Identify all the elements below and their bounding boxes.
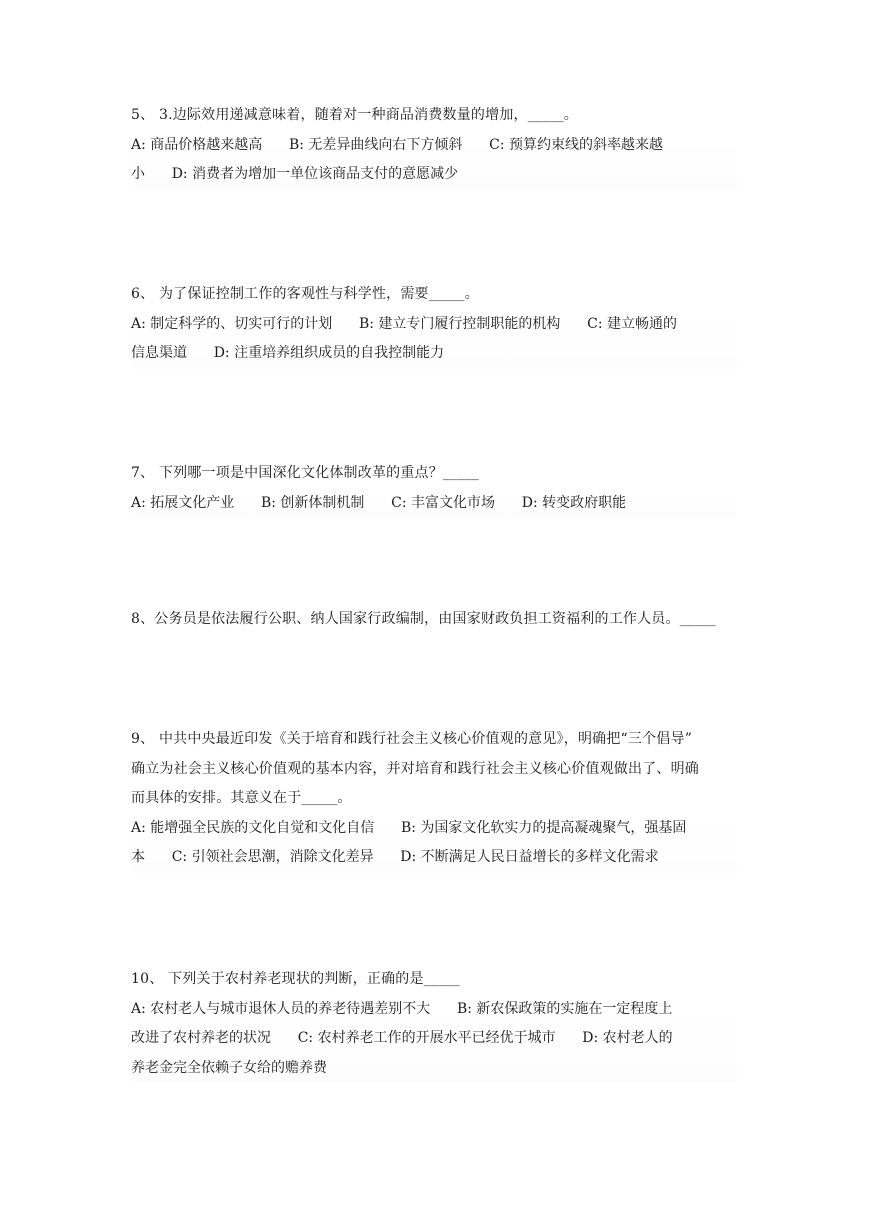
question-stem: 6、 为了保证控制工作的客观性与科学性，需要_____。 — [131, 286, 479, 302]
question-options — [131, 131, 737, 190]
question-10 — [131, 965, 737, 1083]
options-line: 改进了农村养老的状况 C: 农村养老工作的开展水平已经优于城市 D: 农村老人的 — [131, 1030, 673, 1046]
question-options — [131, 489, 737, 519]
question-stem-line: 确立为社会主义核心价值观的基本内容，并对培育和践行社会主义核心价值观做出了、明确 — [131, 760, 699, 777]
options-line: A: 能增强全民族的文化自觉和文化自信 B: 为国家文化软实力的提高凝魂聚气，强基固 — [131, 819, 687, 836]
options-line: A: 农村老人与城市退休人员的养老待遇差别不大 B: 新农保政策的实施在一定程度上 — [131, 1000, 673, 1017]
question-stem: 8、公务员是依法履行公职、纳人国家行政编制，由国家财政负担工资福利的工作人员。_____ — [131, 611, 716, 627]
question-options — [131, 310, 737, 369]
question-7 — [131, 459, 737, 518]
question-5 — [131, 101, 737, 190]
question-options — [131, 814, 737, 873]
question-stem: 5、 3.边际效用递减意味着，随着对一种商品消费数量的增加，_____。 — [131, 107, 578, 123]
options-line: A: 拓展文化产业 B: 创新体制机制 C: 丰富文化市场 D: 转变政府职能 — [131, 494, 627, 511]
question-6 — [131, 280, 737, 369]
question-options — [131, 995, 737, 1084]
question-stem: 7、 下列哪一项是中国深化文化体制改革的重点？_____ — [131, 465, 479, 481]
question-stem: 10、 下列关于农村养老现状的判断，正确的是_____ — [131, 971, 460, 987]
options-line: 小 D: 消费者为增加一单位该商品支付的意愿减少 — [131, 166, 459, 182]
question-8 — [131, 605, 737, 635]
options-line: 本 C: 引领社会思潮，消除文化差异 D: 不断满足人民日益增长的多样文化需求 — [131, 849, 659, 865]
options-line: A: 商品价格越来越高 B: 无差异曲线向右下方倾斜 C: 预算约束线的斜率越来越 — [131, 136, 664, 153]
question-9 — [131, 725, 737, 873]
question-stem-line: 而具体的安排。其意义在于_____。 — [131, 790, 352, 806]
options-line: 信息渠道 D: 注重培养组织成员的自我控制能力 — [131, 345, 445, 361]
options-line: A: 制定科学的、切实可行的计划 B: 建立专门履行控制职能的机构 C: 建立畅通的 — [131, 315, 678, 332]
options-line: 养老金完全依赖子女给的赡养费 — [131, 1059, 327, 1076]
question-stem-line: 9、 中共中央最近印发《关于培育和践行社会主义核心价值观的意见》，明确把“三个倡导” — [131, 731, 693, 747]
